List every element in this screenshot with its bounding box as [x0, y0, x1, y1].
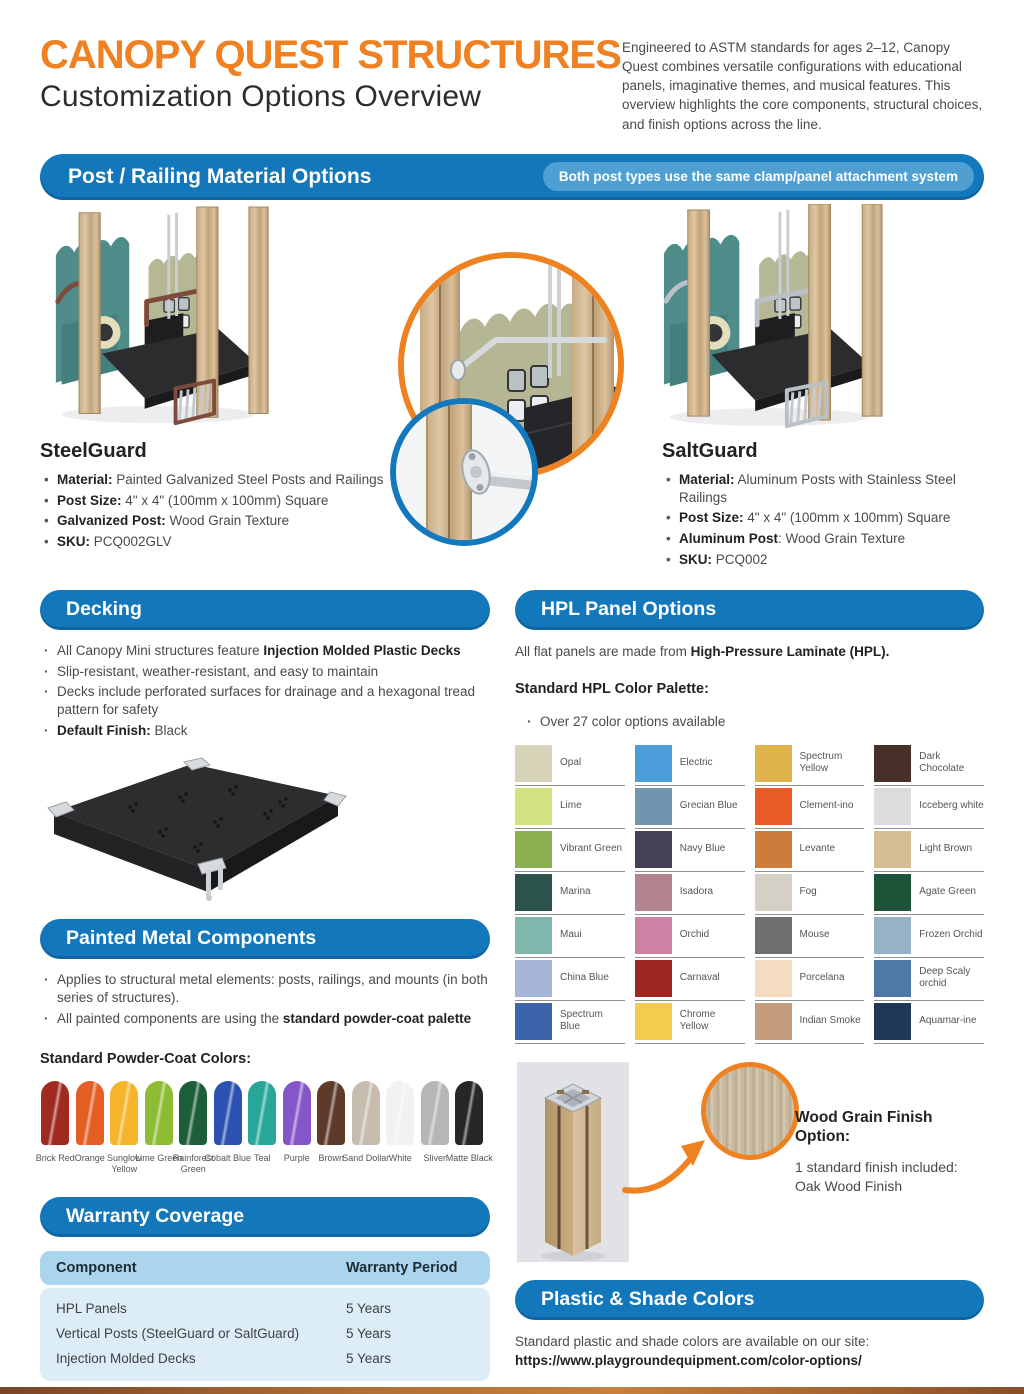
palette-cell [874, 829, 984, 872]
color-name: Light Brown [919, 843, 973, 855]
color-swatch [874, 917, 911, 954]
table-row [56, 1321, 474, 1346]
bullet-item: · Default Finish: Black [40, 722, 490, 740]
bullet-item: • Aluminum Post: Wood Grain Texture [662, 530, 984, 548]
color-swatch [635, 917, 672, 954]
powder-capsule-swatch [110, 1081, 138, 1145]
structure-images-row [40, 202, 984, 432]
palette-cell [635, 872, 745, 915]
palette-cell [515, 872, 625, 915]
hpl-intro: All flat panels are made from High-Pressure Laminate (HPL). [515, 643, 890, 659]
color-name: Clement-ino [799, 800, 854, 812]
powder-color-name: Brown [318, 1153, 344, 1164]
color-swatch [515, 745, 552, 782]
color-name: Mouse [799, 929, 830, 941]
powder-color-name: Sand Dollar [342, 1153, 390, 1164]
powder-color-name: Rainforest Green [172, 1153, 214, 1175]
period-cell: 5 Years [346, 1350, 392, 1366]
color-name: Spectrum Yellow [799, 750, 843, 775]
color-name: Vibrant Green [560, 843, 623, 855]
powder-color-name: Sliver [423, 1153, 446, 1164]
bullet-item: • Material: Aluminum Posts with Stainless Steel Railings [662, 471, 984, 507]
color-name: Marina [560, 886, 591, 898]
color-name: Deep Scaly orchid [919, 965, 971, 990]
color-name: Lime [560, 800, 582, 812]
powder-capsule-swatch [248, 1081, 276, 1145]
period-cell: 5 Years [346, 1325, 392, 1341]
attachment-note-pill: Both post types use the same clamp/panel attachment system [543, 162, 974, 191]
color-name: Grecian Blue [679, 800, 738, 812]
powder-capsule-swatch [421, 1081, 449, 1145]
decking-bullets [40, 642, 490, 740]
color-name: Dark Chocolate [919, 750, 965, 775]
powder-color-name: Matte Black [445, 1153, 493, 1164]
color-swatch [755, 745, 792, 782]
color-name: Spectrum Blue [560, 1008, 603, 1033]
color-swatch [755, 1003, 792, 1040]
color-name: Fog [799, 886, 817, 898]
warranty-banner-label: Warranty Coverage [66, 1205, 245, 1228]
post-railing-banner-label: Post / Railing Material Options [68, 164, 372, 188]
color-name: Porcelana [799, 972, 845, 984]
intro-paragraph: Engineered to ASTM standards for ages 2–12, Canopy Quest combines versatile configurations with educational panels, imaginative themes, and musical features. This overview highlights the core components, structural choices, and finish options across the line. [622, 40, 983, 132]
hpl-palette-label: Standard HPL Color Palette: [515, 680, 709, 697]
saltguard-structure-image [660, 204, 982, 430]
color-swatch [635, 831, 672, 868]
color-swatch [515, 917, 552, 954]
color-name: Electric [679, 757, 713, 769]
palette-cell [755, 786, 865, 829]
color-swatch [515, 960, 552, 997]
color-swatch [874, 745, 911, 782]
painted-metal-banner [40, 919, 490, 959]
hpl-bullet [523, 713, 984, 731]
hpl-palette-grid [515, 743, 984, 1044]
palette-cell [515, 786, 625, 829]
wood-post-image [517, 1062, 629, 1262]
warranty-table [40, 1251, 490, 1381]
color-name: Navy Blue [679, 843, 726, 855]
palette-cell [755, 915, 865, 958]
color-name: Aquamar-ine [919, 1015, 977, 1027]
table-row [56, 1346, 474, 1371]
wood-grain-section [515, 1062, 984, 1274]
powder-coat-label: Standard Powder-Coat Colors: [40, 1051, 252, 1068]
color-swatch [874, 831, 911, 868]
component-cell: HPL Panels [56, 1300, 127, 1316]
color-swatch [515, 831, 552, 868]
period-cell: 5 Years [346, 1300, 392, 1316]
hpl-banner-label: HPL Panel Options [541, 598, 717, 621]
powder-color-name: Purple [283, 1153, 310, 1164]
title-block [40, 34, 621, 114]
palette-cell [635, 786, 745, 829]
bullet-item: • Material: Painted Galvanized Steel Posts and Railings [40, 471, 500, 489]
palette-cell [755, 872, 865, 915]
wood-post-illustration [517, 1062, 629, 1262]
saltguard-spec [662, 440, 984, 572]
powder-capsule-swatch [386, 1081, 414, 1145]
palette-cell [874, 1001, 984, 1044]
plastic-shade-banner-label: Plastic & Shade Colors [541, 1288, 755, 1311]
wood-grain-text [795, 1108, 985, 1197]
powder-color-row [35, 1081, 493, 1175]
color-swatch [635, 960, 672, 997]
steelguard-heading: SteelGuard [40, 439, 147, 462]
color-swatch [515, 788, 552, 825]
color-swatch [515, 874, 552, 911]
color-swatch [635, 874, 672, 911]
palette-cell [635, 915, 745, 958]
powder-capsule-swatch [41, 1081, 69, 1145]
content-columns [35, 590, 984, 1381]
color-name: Isadora [679, 886, 714, 898]
color-name: Maui [560, 929, 582, 941]
palette-cell [515, 1001, 625, 1044]
bullet-item: · Over 27 color options available [523, 713, 984, 731]
color-swatch [515, 1003, 552, 1040]
palette-cell [755, 1001, 865, 1044]
palette-cell [874, 786, 984, 829]
right-column [515, 590, 984, 1381]
bullet-item: · All painted components are using the standard powder-coat palette [40, 1010, 490, 1028]
palette-cell [755, 958, 865, 1001]
color-name: Carnaval [679, 972, 720, 984]
painted-metal-banner-label: Painted Metal Components [66, 927, 317, 950]
bullet-item: · Decks include perforated surfaces for drainage and a hexagonal tread pattern for safety [40, 683, 490, 719]
powder-capsule-swatch [317, 1081, 345, 1145]
color-name: Frozen Orchid [919, 929, 983, 941]
steelguard-structure-image [52, 204, 274, 430]
color-name: Levante [799, 843, 836, 855]
powder-color-name: White [388, 1153, 412, 1164]
palette-cell [874, 958, 984, 1001]
warranty-table-header [40, 1251, 490, 1285]
hpl-banner [515, 590, 984, 630]
footer-accent-bar [0, 1387, 1024, 1394]
plastic-shade-text [515, 1332, 984, 1371]
bullet-item: • Post Size: 4" x 4" (100mm x 100mm) Square [662, 509, 984, 527]
warranty-table-body [40, 1288, 490, 1381]
palette-cell [635, 743, 745, 786]
color-swatch [755, 788, 792, 825]
table-row [56, 1296, 474, 1321]
page-title: CANOPY QUEST STRUCTURES [40, 33, 621, 77]
color-swatch [635, 745, 672, 782]
powder-capsule-swatch [145, 1081, 173, 1145]
powder-color-name: Lime Green [135, 1153, 183, 1164]
color-swatch [635, 788, 672, 825]
powder-color-name: Orange [74, 1153, 105, 1164]
palette-cell [874, 915, 984, 958]
palette-cell [874, 872, 984, 915]
palette-cell [635, 958, 745, 1001]
bullet-item: • SKU: PCQ002GLV [40, 533, 500, 551]
palette-cell [515, 743, 625, 786]
palette-cell [755, 743, 865, 786]
color-swatch [874, 788, 911, 825]
plastic-shade-line: Standard plastic and shade colors are available on our site: [515, 1333, 870, 1349]
palette-cell [635, 829, 745, 872]
color-swatch [755, 917, 792, 954]
bullet-item: · All Canopy Mini structures feature Injection Molded Plastic Decks [40, 642, 490, 660]
powder-capsule-swatch [352, 1081, 380, 1145]
color-name: Agate Green [919, 886, 976, 898]
painted-metal-bullets [40, 971, 490, 1027]
warranty-banner [40, 1197, 490, 1237]
post-railing-banner [40, 154, 984, 200]
color-options-link[interactable]: https://www.playgroundequipment.com/color-options/ [515, 1353, 862, 1369]
powder-color-item [445, 1081, 493, 1175]
color-name: Indian Smoke [799, 1015, 861, 1027]
color-name: Chrome Yellow [679, 1008, 716, 1033]
powder-capsule-swatch [214, 1081, 242, 1145]
bullet-item: · Slip-resistant, weather-resistant, and easy to maintain [40, 663, 490, 681]
color-swatch [635, 1003, 672, 1040]
deck-image [40, 752, 490, 907]
bullet-item: · Applies to structural metal elements: posts, railings, and mounts (in both series of structures). [40, 971, 490, 1007]
color-name: Opal [560, 757, 582, 769]
color-swatch [755, 874, 792, 911]
palette-cell [515, 915, 625, 958]
saltguard-heading: SaltGuard [662, 439, 758, 462]
powder-color-name: Sunglow Yellow [106, 1153, 142, 1175]
wood-grain-detail-circle [701, 1062, 799, 1160]
column-header-component: Component [56, 1259, 137, 1276]
powder-color-name: Cobalt Blue [204, 1153, 252, 1164]
bullet-item: • Post Size: 4" x 4" (100mm x 100mm) Square [40, 492, 500, 510]
clamp-closeup-callout [390, 398, 538, 546]
deck-illustration [40, 752, 460, 902]
palette-cell [635, 1001, 745, 1044]
powder-capsule-swatch [455, 1081, 483, 1145]
bullet-item: • Galvanized Post: Wood Grain Texture [40, 512, 500, 530]
column-header-period: Warranty Period [346, 1259, 458, 1276]
component-cell: Vertical Posts (SteelGuard or SaltGuard) [56, 1325, 300, 1341]
powder-capsule-swatch [76, 1081, 104, 1145]
component-cell: Injection Molded Decks [56, 1350, 196, 1366]
powder-color-name: Teal [253, 1153, 271, 1164]
powder-capsule-swatch [283, 1081, 311, 1145]
palette-cell [755, 829, 865, 872]
decking-banner-label: Decking [66, 598, 142, 621]
wood-grain-arrow-icon [619, 1128, 715, 1212]
color-swatch [874, 874, 911, 911]
clamp-closeup-illustration [396, 404, 532, 540]
color-swatch [755, 960, 792, 997]
powder-color-name: Brick Red [35, 1153, 75, 1164]
page-subtitle: Customization Options Overview [40, 80, 482, 113]
palette-cell [515, 958, 625, 1001]
wood-grain-description: 1 standard finish included: Oak Wood Finish [795, 1159, 958, 1195]
color-swatch [874, 960, 911, 997]
color-name: Orchid [679, 929, 710, 941]
plastic-shade-banner [515, 1280, 984, 1320]
wood-grain-heading: Wood Grain Finish Option: [795, 1108, 933, 1146]
powder-capsule-swatch [179, 1081, 207, 1145]
color-swatch [755, 831, 792, 868]
left-column [35, 590, 493, 1381]
color-name: China Blue [560, 972, 609, 984]
decking-banner [40, 590, 490, 630]
palette-cell [515, 829, 625, 872]
palette-cell [874, 743, 984, 786]
bullet-item: • SKU: PCQ002 [662, 551, 984, 569]
saltguard-bullets [662, 471, 984, 569]
header [40, 34, 984, 134]
color-name: Icceberg white [919, 800, 984, 812]
color-swatch [874, 1003, 911, 1040]
